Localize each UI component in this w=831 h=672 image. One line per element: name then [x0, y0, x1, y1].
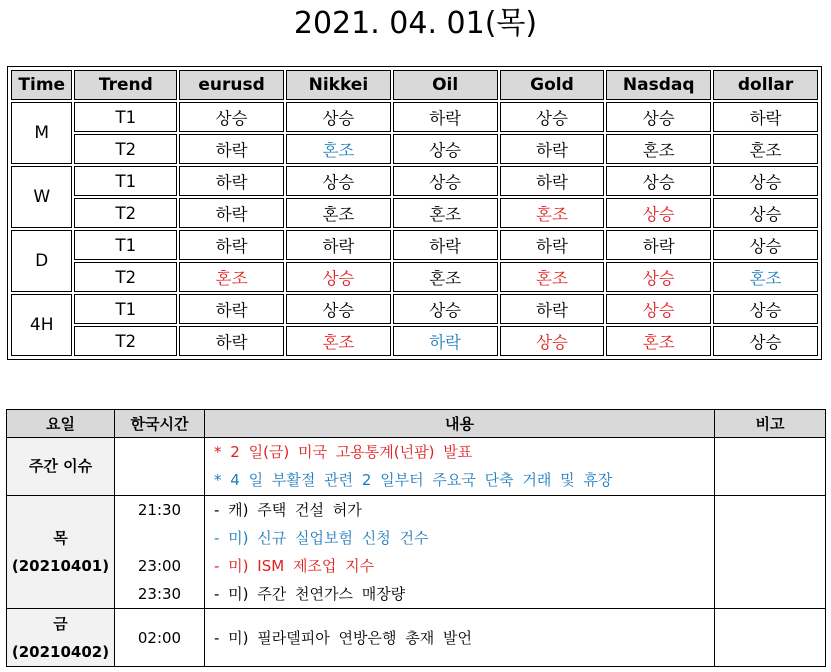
- trend-label-cell: T1: [74, 230, 177, 260]
- content-cell: [205, 609, 715, 667]
- trend-header-row: [11, 70, 818, 100]
- trend-table-body: [11, 102, 818, 356]
- time-value: [115, 524, 204, 552]
- header-content: 내용: [205, 410, 715, 438]
- trend-value-cell: 하락: [179, 166, 284, 196]
- trend-value-cell: 혼조: [286, 326, 391, 356]
- time-value: 23:00: [137, 556, 182, 575]
- content-line: - 미) ISM 제조업 지수: [214, 556, 375, 575]
- trend-row: [11, 294, 818, 324]
- day-label: (20210402): [11, 642, 110, 661]
- header-nikkei: Nikkei: [286, 70, 391, 100]
- trend-value-cell: 상승: [393, 166, 498, 196]
- trend-value-cell: 하락: [179, 294, 284, 324]
- timeframe-cell: 4H: [11, 294, 72, 356]
- trend-value-cell: 하락: [286, 230, 391, 260]
- trend-row: [11, 230, 818, 260]
- trend-value-cell: 상승: [286, 102, 391, 132]
- page-title: 2021. 04. 01(목): [293, 6, 538, 41]
- trend-value-cell: 상승: [606, 294, 711, 324]
- trend-value-cell: 혼조: [393, 198, 498, 228]
- header-note: 비고: [715, 410, 826, 438]
- header-day: 요일: [7, 410, 115, 438]
- trend-value-cell: 혼조: [713, 134, 818, 164]
- trend-label-cell: T1: [74, 294, 177, 324]
- trend-value-cell: 상승: [179, 102, 284, 132]
- trend-value-cell: 혼조: [500, 262, 605, 292]
- time-cell: [115, 438, 205, 496]
- trend-value-cell: 하락: [500, 230, 605, 260]
- time-value: [115, 466, 204, 494]
- header-gold: Gold: [500, 70, 605, 100]
- time-cell: [115, 495, 205, 609]
- trend-value-cell: 상승: [713, 294, 818, 324]
- trend-table-frame: [7, 66, 822, 360]
- trend-value-cell: 상승: [606, 262, 711, 292]
- trend-value-cell: 상승: [500, 326, 605, 356]
- content-line: - 미) 주간 천연가스 매장량: [214, 584, 406, 603]
- trend-value-cell: 혼조: [500, 198, 605, 228]
- trend-value-cell: 하락: [393, 326, 498, 356]
- timeframe-cell: W: [11, 166, 72, 228]
- trend-value-cell: 상승: [393, 134, 498, 164]
- trend-value-cell: 상승: [286, 166, 391, 196]
- trend-row: [11, 262, 818, 292]
- trend-value-cell: 하락: [179, 230, 284, 260]
- trend-table: [9, 68, 820, 358]
- trend-value-cell: 상승: [713, 166, 818, 196]
- trend-value-cell: 상승: [286, 294, 391, 324]
- schedule-header-row: [7, 410, 826, 438]
- time-value: [115, 438, 204, 466]
- day-cell: [7, 495, 115, 609]
- trend-value-cell: 상승: [713, 198, 818, 228]
- schedule-row: [7, 438, 826, 496]
- header-trend: Trend: [74, 70, 177, 100]
- trend-value-cell: 혼조: [713, 262, 818, 292]
- trend-label-cell: T2: [74, 326, 177, 356]
- note-cell: [715, 609, 826, 667]
- schedule-row: [7, 609, 826, 667]
- header-korea-time: 한국시간: [115, 410, 205, 438]
- trend-value-cell: 하락: [393, 102, 498, 132]
- trend-value-cell: 하락: [500, 134, 605, 164]
- day-label: 금: [53, 614, 68, 633]
- content-line: - 미) 필라델피아 연방은행 총재 발언: [214, 628, 472, 647]
- time-cell: [115, 609, 205, 667]
- header-nasdaq: Nasdaq: [606, 70, 711, 100]
- trend-value-cell: 혼조: [606, 326, 711, 356]
- schedule-table-body: [7, 438, 826, 667]
- time-value: 21:30: [137, 500, 182, 519]
- trend-value-cell: 하락: [179, 326, 284, 356]
- day-cell: [7, 438, 115, 496]
- trend-row: [11, 198, 818, 228]
- trend-value-cell: 상승: [393, 294, 498, 324]
- content-cell: [205, 495, 715, 609]
- trend-label-cell: T2: [74, 134, 177, 164]
- trend-value-cell: 상승: [500, 102, 605, 132]
- content-line: - 미) 신규 실업보험 신청 건수: [214, 528, 429, 547]
- timeframe-cell: D: [11, 230, 72, 292]
- day-cell: [7, 609, 115, 667]
- header-dollar: dollar: [713, 70, 818, 100]
- trend-value-cell: 하락: [500, 294, 605, 324]
- trend-value-cell: 혼조: [393, 262, 498, 292]
- trend-value-cell: 상승: [713, 326, 818, 356]
- note-cell: [715, 438, 826, 496]
- content-line: * 4 일 부활절 관련 2 일부터 주요국 단축 거래 및 휴장: [214, 471, 613, 490]
- header-time: Time: [11, 70, 72, 100]
- trend-row: [11, 326, 818, 356]
- trend-row: [11, 134, 818, 164]
- trend-row: [11, 102, 818, 132]
- trend-value-cell: 혼조: [179, 262, 284, 292]
- time-value: 02:00: [137, 628, 182, 647]
- note-cell: [715, 495, 826, 609]
- day-label: 목: [53, 528, 68, 547]
- trend-value-cell: 혼조: [286, 198, 391, 228]
- trend-label-cell: T2: [74, 262, 177, 292]
- trend-value-cell: 혼조: [606, 134, 711, 164]
- header-oil: Oil: [393, 70, 498, 100]
- day-label: (20210401): [11, 556, 110, 575]
- trend-row: [11, 166, 818, 196]
- timeframe-cell: M: [11, 102, 72, 164]
- content-cell: [205, 438, 715, 496]
- trend-value-cell: 상승: [713, 230, 818, 260]
- trend-value-cell: 상승: [606, 198, 711, 228]
- schedule-table: [6, 409, 826, 667]
- trend-value-cell: 상승: [606, 166, 711, 196]
- trend-label-cell: T1: [74, 102, 177, 132]
- day-label: 주간 이슈: [28, 457, 93, 476]
- trend-value-cell: 혼조: [286, 134, 391, 164]
- trend-value-cell: 하락: [179, 198, 284, 228]
- trend-label-cell: T2: [74, 198, 177, 228]
- trend-label-cell: T1: [74, 166, 177, 196]
- content-line: * 2 일(금) 미국 고용통계(넌팜) 발표: [214, 443, 473, 462]
- schedule-row: [7, 495, 826, 609]
- trend-value-cell: 하락: [500, 166, 605, 196]
- trend-value-cell: 하락: [606, 230, 711, 260]
- trend-value-cell: 상승: [286, 262, 391, 292]
- trend-value-cell: 하락: [179, 134, 284, 164]
- trend-value-cell: 하락: [713, 102, 818, 132]
- header-eurusd: eurusd: [179, 70, 284, 100]
- trend-value-cell: 하락: [393, 230, 498, 260]
- content-line: - 캐) 주택 건설 허가: [214, 500, 362, 519]
- time-value: 23:30: [137, 584, 182, 603]
- trend-value-cell: 상승: [606, 102, 711, 132]
